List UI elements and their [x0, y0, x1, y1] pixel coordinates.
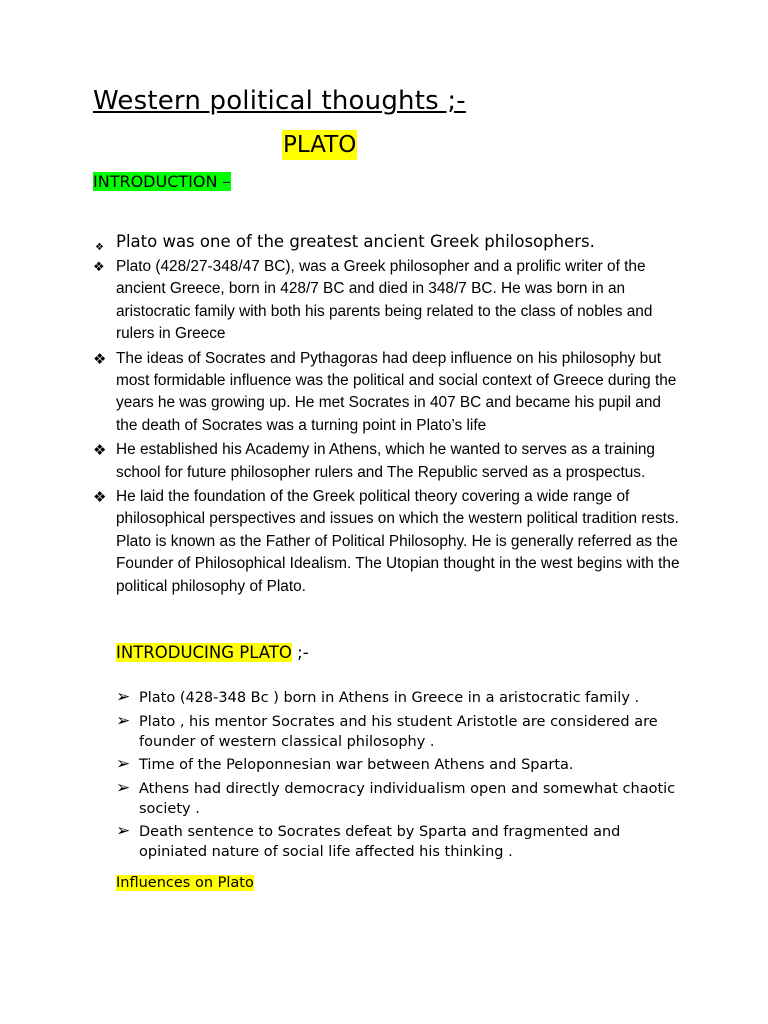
list-item-text: Time of the Peloponnesian war between Athens and Sparta. — [139, 757, 574, 773]
arrow-bullet-icon: ➢ — [116, 710, 131, 731]
document-title: Western political thoughts ;- — [93, 86, 466, 116]
introduction-bullet-list — [93, 231, 683, 600]
list-item — [93, 231, 683, 253]
four-diamond-bullet-icon: ❖ — [93, 349, 107, 368]
list-item — [93, 486, 683, 598]
list-item-tail: . — [589, 232, 595, 251]
four-diamond-bullet-icon: ❖ — [95, 242, 104, 253]
arrow-bullet-icon: ➢ — [116, 687, 131, 707]
list-item-text: He established his Academy in Athens, which he wanted to serves as a training school for future philosopher rulers and The Republic served as a prospectus. — [116, 441, 655, 481]
list-item-text: Athens had directly democracy individualism open and somewhat chaotic society . — [139, 780, 676, 817]
four-diamond-bullet-icon: ❖ — [93, 260, 105, 275]
introducing-plato-heading-suffix: ;- — [291, 643, 309, 662]
list-item — [116, 779, 686, 819]
list-item-text: Plato (428-348 Bc ) born in Athens in Greece in a aristocratic family . — [139, 690, 640, 706]
four-diamond-bullet-icon: ❖ — [93, 488, 107, 507]
list-item-text: Plato , his mentor Socrates and his student Aristotle are considered are founder of western classical philosophy . — [139, 713, 658, 750]
introducing-plato-heading-text: INTRODUCING PLATO — [116, 643, 292, 662]
list-item — [93, 348, 683, 438]
list-item-text: Plato (428/27-348/47 BC), was a Greek philosopher and a prolific writer of the ancient Greece, born in 428/7 BC and died in 348/7 BC. He was born in an aristocratic family with both his parents being related to the class of nobles and rulers in Greece — [116, 258, 653, 343]
list-item — [116, 688, 686, 708]
arrow-bullet-icon: ➢ — [116, 777, 131, 798]
list-item — [93, 256, 683, 346]
list-item-text: Death sentence to Socrates defeat by Sparta and fragmented and opiniated nature of social life affected his thinking . — [139, 824, 621, 860]
list-item — [116, 755, 686, 775]
list-item-text: Plato was one of the greatest ancient Greek philosophers — [116, 232, 590, 251]
introducing-plato-list — [116, 688, 686, 866]
introducing-plato-heading — [116, 642, 309, 663]
influences-heading-text: Influences on Plato — [116, 875, 254, 891]
arrow-bullet-icon: ➢ — [116, 754, 131, 774]
four-diamond-bullet-icon: ❖ — [93, 441, 107, 460]
influences-heading — [116, 874, 254, 892]
arrow-bullet-icon: ➢ — [116, 821, 131, 841]
list-item-text: The ideas of Socrates and Pythagoras had deep influence on his philosophy but most formidable influence was the political and social context of Greece during the years he was growing up. He met Socrates in 407 BC and became his pupil and the death of Socrates was a turning point in Plato’s life — [116, 349, 677, 434]
list-item — [116, 712, 686, 752]
list-item — [116, 822, 686, 862]
introduction-heading — [93, 171, 231, 192]
list-item — [93, 439, 683, 484]
plato-heading: PLATO — [283, 132, 357, 158]
list-item-text: He laid the foundation of the Greek political theory covering a wide range of philosophical perspectives and issues on which the western political tradition rests. Plato is known as the Father of Political Philosophy. He is generally referred as the Founder of Philosophical Idealism. The Utopian thought in the west begins with the political philosophy of Plato. — [116, 488, 680, 595]
introduction-heading-text: INTRODUCTION – — [93, 172, 231, 191]
